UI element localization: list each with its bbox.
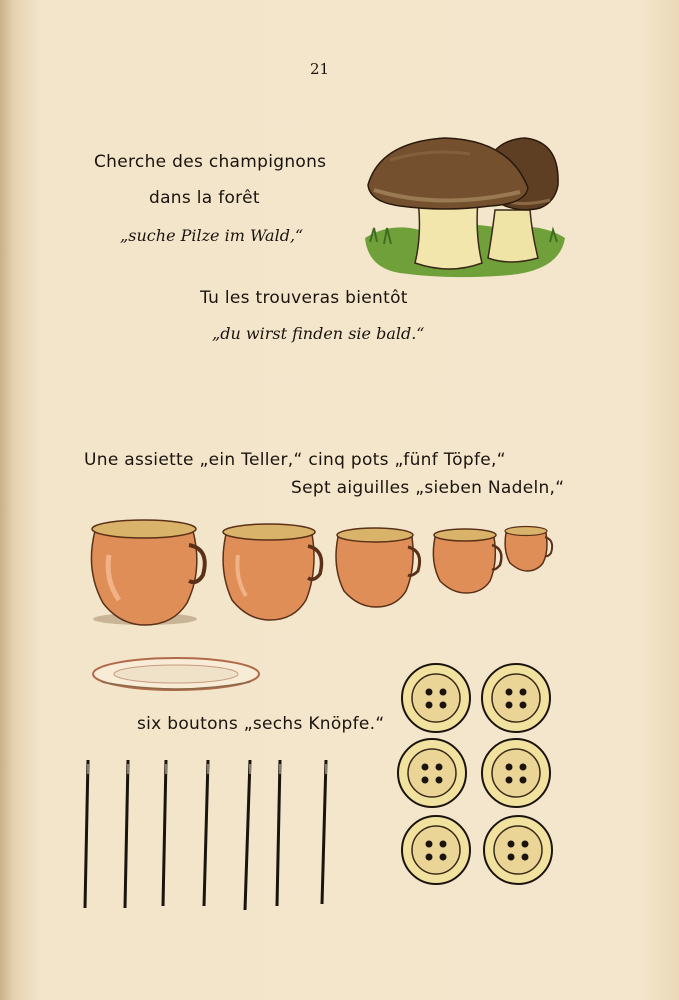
pot-1 — [91, 520, 204, 625]
mushrooms-illustration — [360, 130, 570, 280]
needle-4 — [204, 760, 208, 906]
needle-5 — [245, 760, 250, 910]
buttons-illustration — [398, 660, 558, 890]
verse1-line5: „du wirst finden sie bald.“ — [212, 324, 425, 343]
verse1-line3: „suche Pilze im Wald,“ — [120, 226, 304, 245]
plate-illustration — [90, 652, 262, 694]
button-4 — [482, 739, 550, 807]
button-2 — [482, 664, 550, 732]
needles-illustration — [80, 756, 340, 916]
button-6 — [484, 816, 552, 884]
needle-3 — [163, 760, 166, 906]
pot-5 — [505, 527, 552, 572]
verse1-line1: Cherche des champignons — [94, 152, 327, 172]
button-3 — [398, 739, 466, 807]
needle-2 — [125, 760, 128, 908]
pot-3 — [336, 528, 420, 607]
needle-7 — [322, 760, 326, 904]
verse2-line1: Une assiette „ein Teller,“ cinq pots „fünf Töpfe,“ — [84, 450, 506, 470]
verse1-line4: Tu les trouveras bientôt — [200, 288, 408, 308]
pot-2 — [223, 524, 322, 620]
button-1 — [402, 664, 470, 732]
button-5 — [402, 816, 470, 884]
page-number: 21 — [310, 60, 330, 78]
pot-4 — [433, 529, 501, 593]
pots-illustration — [85, 515, 555, 640]
needle-1 — [85, 760, 88, 908]
buttons-caption: six boutons „sechs Knöpfe.“ — [137, 714, 385, 734]
needle-6 — [277, 760, 280, 906]
verse1-line2: dans la forêt — [149, 188, 260, 208]
verse2-line2: Sept aiguilles „sieben Nadeln,“ — [291, 478, 565, 498]
